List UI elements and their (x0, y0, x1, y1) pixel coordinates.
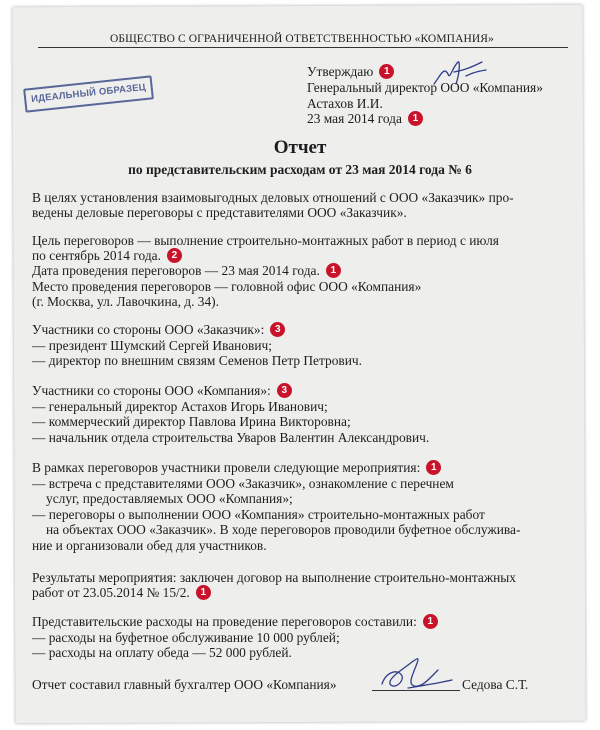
approve-position: Генеральный директор ООО «Компания» (307, 80, 543, 95)
signoff-compiler: Отчет составил главный бухгалтер ООО «Компания» (32, 677, 337, 692)
event-line: на объектах ООО «Заказчик». В ходе переговоров проводили буфетное обслужива- (46, 522, 521, 537)
company-participant: — начальник отдела строительства Уваров Валентин Александрович. (32, 430, 430, 445)
event-line: ние и организовали обед для участников. (32, 538, 267, 553)
note-badge-1: 1 (423, 614, 438, 629)
note-badge-2: 2 (167, 248, 182, 263)
note-badge-1: 1 (326, 263, 341, 278)
client-participant: — директор по внешним связям Семенов Петр Петрович. (32, 353, 362, 368)
purpose-line-2: по сентябрь 2014 года. 2 (32, 248, 182, 264)
note-badge-1: 1 (379, 64, 394, 79)
client-participant: — президент Шумский Сергей Иванович; (32, 338, 272, 353)
header-divider (38, 47, 568, 48)
events-heading: В рамках переговоров участники провели следующие мероприятия: 1 (32, 460, 441, 476)
meeting-address: (г. Москва, ул. Лавочкина, д. 34). (32, 294, 219, 309)
event-line: — встреча с представителями ООО «Заказчик», ознакомление с перечнем (32, 476, 454, 491)
results-line-1: Результаты мероприятия: заключен договор на выполнение строительно-монтажных (32, 570, 516, 585)
expense-item: — расходы на оплату обеда — 52 000 рублей. (32, 645, 292, 660)
event-line: услуг, предоставляемых ООО «Компания»; (46, 491, 293, 506)
signature-line (372, 690, 460, 691)
purpose-line-1: Цель переговоров — выполнение строительно-монтажных работ в период с июля (32, 233, 499, 248)
meeting-date: Дата проведения переговоров — 23 мая 2014 года. 1 (32, 263, 341, 279)
approve-label: Утверждаю 1 (307, 64, 394, 80)
intro-line-2: ведены деловые переговоры с представителями ООО «Заказчик». (32, 205, 407, 220)
results-line-2: работ от 23.05.2014 № 15/2. 1 (32, 585, 211, 601)
event-line: — переговоры о выполнении ООО «Компания» строительно-монтажных работ (32, 507, 485, 522)
approve-date: 23 мая 2014 года 1 (307, 111, 423, 127)
meeting-place: Место проведения переговоров — головной офис ООО «Компания» (32, 279, 422, 294)
company-header: ОБЩЕСТВО С ОГРАНИЧЕННОЙ ОТВЕТСТВЕННОСТЬЮ «КОМПАНИЯ» (110, 33, 494, 45)
sample-stamp: ИДЕАЛЬНЫЙ ОБРАЗЕЦ (23, 75, 154, 112)
note-badge-3: 3 (270, 322, 285, 337)
approve-name: Астахов И.И. (307, 96, 383, 111)
report-subtitle: по представительским расходам от 23 мая 2014 года № 6 (128, 162, 472, 177)
company-participant: — генеральный директор Астахов Игорь Иванович; (32, 399, 328, 414)
note-badge-1: 1 (426, 460, 441, 475)
client-participants-heading: Участники со стороны ООО «Заказчик»: 3 (32, 322, 285, 338)
company-participants-heading: Участники со стороны ООО «Компания»: 3 (32, 383, 292, 399)
note-badge-1: 1 (408, 111, 423, 126)
note-badge-1: 1 (196, 585, 211, 600)
note-badge-3: 3 (277, 383, 292, 398)
expense-item: — расходы на буфетное обслуживание 10 000 рублей; (32, 630, 340, 645)
expenses-heading: Представительские расходы на проведение переговоров составили: 1 (32, 614, 438, 630)
company-participant: — коммерческий директор Павлова Ирина Викторовна; (32, 414, 351, 429)
intro-line-1: В целях установления взаимовыгодных деловых отношений с ООО «Заказчик» про- (32, 190, 514, 205)
report-title: Отчет (273, 137, 327, 158)
signoff-name: Седова С.Т. (462, 677, 529, 692)
